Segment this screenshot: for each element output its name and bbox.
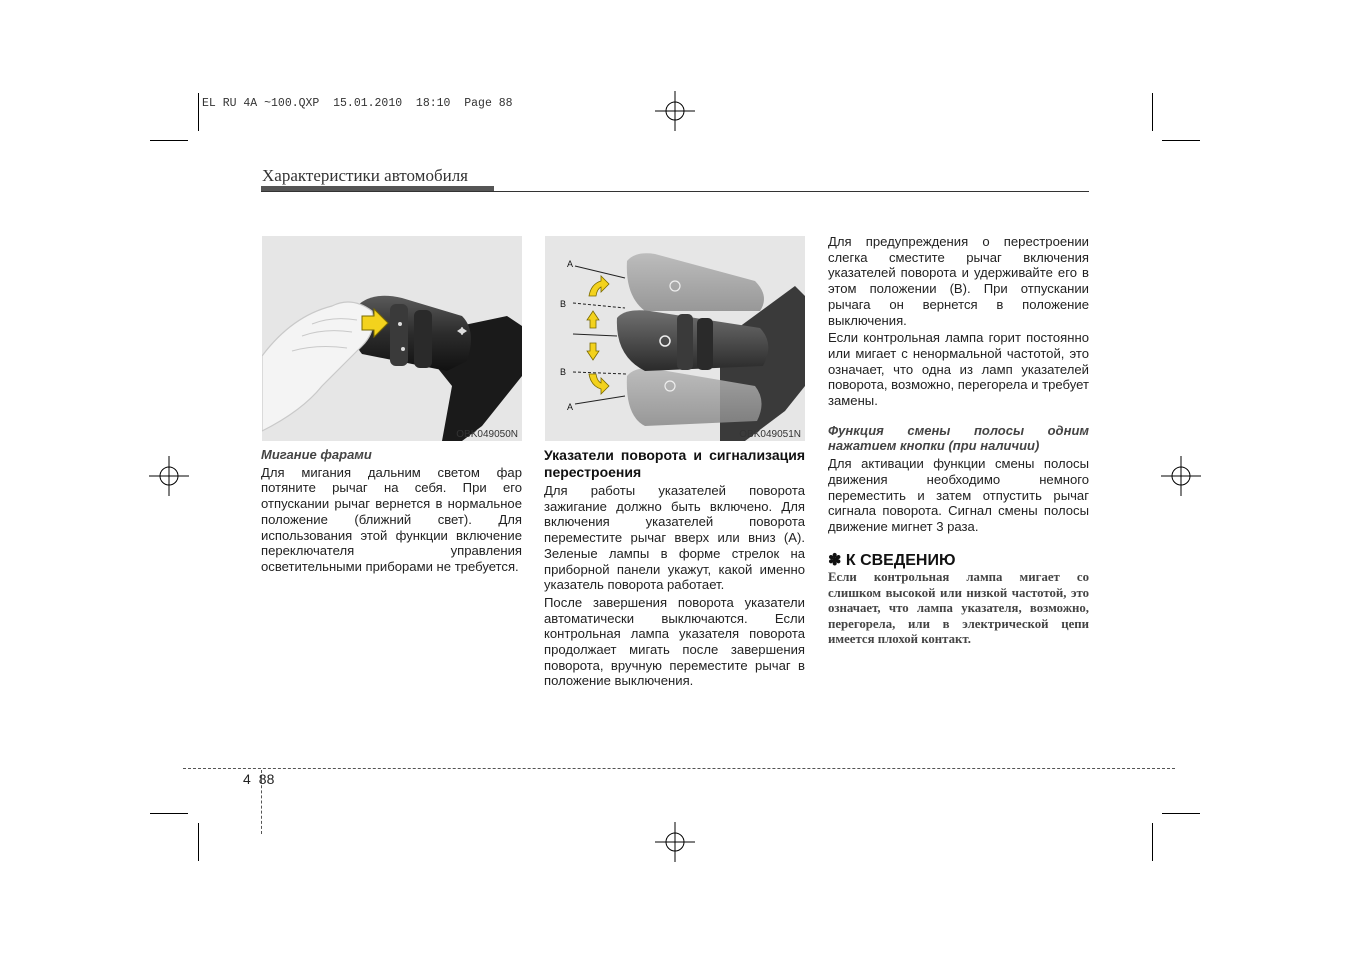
figure-headlight-flash — [262, 236, 522, 441]
crop-mark — [198, 823, 199, 861]
paragraph: Для работы указателей поворота зажигание должно быть включено. Для включения указателей поворота переместите рычаг вверх или вниз (A). Зеленые лампы в форме стрелок на приборной панели укажут, какой именно указатель поворота работает. — [544, 483, 805, 593]
page-title: Характеристики автомобиля — [262, 166, 468, 185]
figure-turn-signal — [545, 236, 805, 441]
page-number-value: 88 — [258, 771, 275, 787]
registration-mark-icon — [1161, 456, 1201, 496]
page-number — [243, 771, 274, 787]
figure-code: OBK049050N — [456, 429, 518, 440]
crop-mark — [198, 93, 199, 131]
section-heading: Указатели поворота и сигнализация перестроения — [544, 447, 805, 480]
position-label: A — [567, 259, 574, 269]
crop-mark — [1152, 823, 1153, 861]
paragraph: Если контрольная лампа горит постоянно или мигает с ненормальной частотой, это означает, что одна из ламп указателей поворота, возможно, перегорела и требует замены. — [828, 330, 1089, 409]
turn-signal-lever-illustration-icon — [545, 236, 805, 441]
figure-code: OBK049051N — [739, 429, 801, 440]
column-right — [828, 234, 1089, 650]
print-slug: EL RU 4A ~100.QXP 15.01.2010 18:10 Page 88 — [202, 97, 513, 110]
crop-mark — [150, 140, 188, 141]
section-caption: Функция смены полосы одним нажатием кнопки (при наличии) — [828, 422, 1089, 454]
crop-mark — [1162, 140, 1200, 141]
registration-mark-icon — [655, 822, 695, 862]
paragraph: После завершения поворота указатели автоматически выключаются. Если контрольная лампа указателя поворота продолжает мигать после завершения поворота, вручную переместите рычаг в положение выключения. — [544, 594, 805, 689]
note-title: ✽ К СВЕДЕНИЮ — [828, 551, 956, 569]
column-middle — [544, 447, 805, 691]
paragraph: Для мигания дальним светом фар потяните рычаг на себя. При его отпускании рычаг вернется в нормальное положение (ближний свет). Для использования этой функции включение переключателя управления осветительными приборами не требуется. — [261, 464, 522, 574]
position-label: B — [560, 299, 567, 309]
section-number: 4 — [243, 771, 251, 787]
crop-mark — [150, 813, 188, 814]
column-left — [261, 447, 522, 577]
position-label: A — [567, 402, 574, 412]
figure-caption: Мигание фарами — [261, 447, 372, 462]
footer-rule — [183, 768, 1175, 769]
hand-lever-illustration-icon — [262, 236, 522, 441]
header-rule — [261, 191, 1089, 192]
registration-mark-icon — [655, 91, 695, 131]
registration-mark-icon — [149, 456, 189, 496]
crop-mark — [1162, 813, 1200, 814]
paragraph: Для предупреждения о перестроении слегка сместите рычаг включения указателей поворота и удерживайте его в этом положении (B). При отпускании рычага он вернется в положение выключения. — [828, 234, 1089, 328]
note-body: Если контрольная лампа мигает со слишком высокой или низкой частотой, это означает, что лампа указателя, возможно, перегорела, или в электрической цепи имеется плохой контакт. — [828, 570, 1089, 647]
position-label: B — [560, 367, 567, 377]
crop-mark — [1152, 93, 1153, 131]
paragraph: Для активации функции смены полосы движения необходимо немного переместить и затем отпустить рычаг сигнала поворота. Сигнал смены полосы движение мигнет 3 раза. — [828, 456, 1089, 534]
